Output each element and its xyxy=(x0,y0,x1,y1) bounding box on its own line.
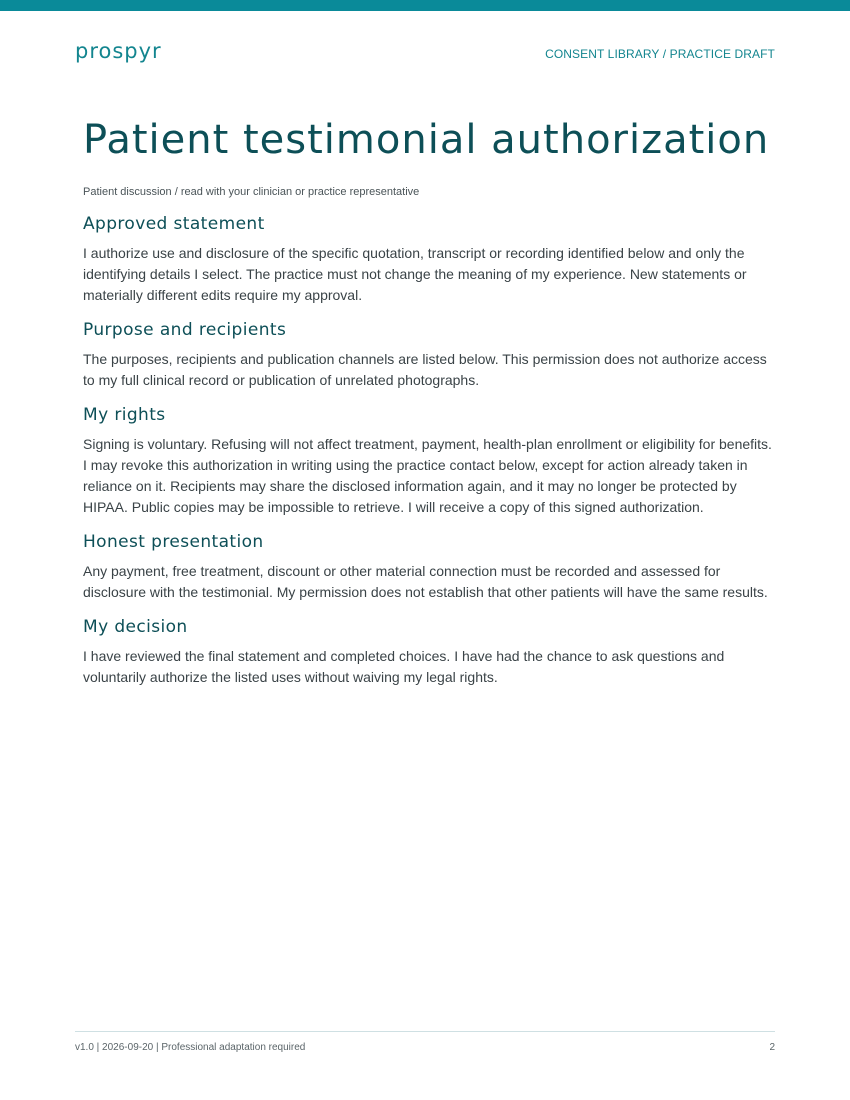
section-heading: Honest presentation xyxy=(83,532,264,552)
section-honest-presentation xyxy=(83,530,773,603)
page-title: Patient testimonial authorization xyxy=(83,117,770,163)
top-accent-bar xyxy=(0,0,850,11)
section-my-decision xyxy=(83,615,773,688)
section-body: Any payment, free treatment, discount or other material connection must be recorded and assessed for disclosure with the testimonial. My permission does not establish that other patients will have the same results. xyxy=(83,563,768,600)
section-heading: Approved statement xyxy=(83,214,265,234)
section-body: Signing is voluntary. Refusing will not affect treatment, payment, health-plan enrollment or eligibility for benefits. I may revoke this authorization in writing using the practice contact below, except for action already taken in reliance on it. Recipients may share the disclosed information again, and it may no longer be protected by HIPAA. Public copies may be impossible to retrieve. I will receive a copy of this signed authorization. xyxy=(83,436,772,515)
section-heading: Purpose and recipients xyxy=(83,320,287,340)
section-my-rights xyxy=(83,403,773,518)
footer-divider xyxy=(75,1031,775,1032)
section-body: The purposes, recipients and publication channels are listed below. This permission does not authorize access to my full clinical record or publication of unrelated photographs. xyxy=(83,351,767,388)
section-body: I authorize use and disclosure of the specific quotation, transcript or recording identified below and only the identifying details I select. The practice must not change the meaning of my experience. New statements or materially different edits require my approval. xyxy=(83,245,747,303)
section-heading: My decision xyxy=(83,617,188,637)
section-heading: My rights xyxy=(83,405,166,425)
document-body xyxy=(83,212,773,700)
breadcrumb: CONSENT LIBRARY / PRACTICE DRAFT xyxy=(545,47,775,61)
section-body: I have reviewed the final statement and completed choices. I have had the chance to ask questions and voluntarily authorize the listed uses without waiving my legal rights. xyxy=(83,648,725,685)
brand-logo: prospyr xyxy=(75,39,162,63)
section-approved-statement xyxy=(83,212,773,306)
page-number: 2 xyxy=(769,1042,775,1053)
page-subtitle: Patient discussion / read with your clinician or practice representative xyxy=(83,186,420,198)
section-purpose-and-recipients xyxy=(83,318,773,391)
footer-version-note: v1.0 | 2026-09-20 | Professional adaptation required xyxy=(75,1042,306,1053)
